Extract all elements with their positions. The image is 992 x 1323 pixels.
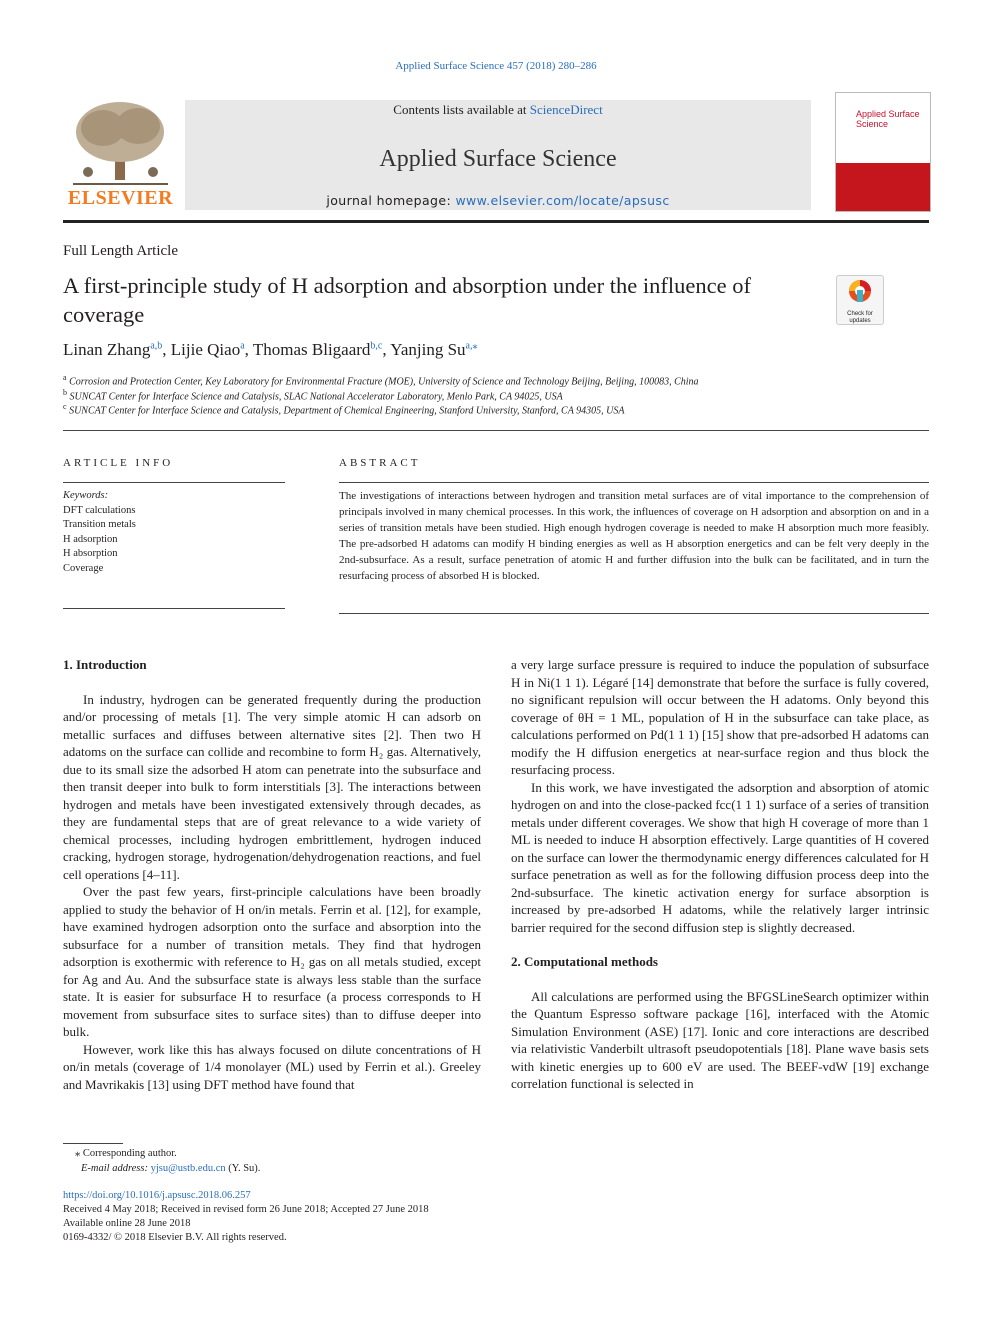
received-dates: Received 4 May 2018; Received in revised form 26 June 2018; Accepted 27 June 2018 [63,1204,429,1215]
journal-citation[interactable]: Applied Surface Science 457 (2018) 280–286 [395,60,597,72]
affiliation-mark: c [63,402,67,411]
affiliation-text: Corrosion and Protection Center, Key Laboratory for Environmental Fracture (MOE), University of Science and Technology Beijing, Beijing, 100083, China [69,376,699,388]
cover-band [836,163,930,211]
affiliation [63,402,624,416]
right-column [511,656,929,1093]
paragraph: However, work like this has always focused on dilute concentrations of H on/in metals (coverage of 1/4 monolayer (ML) used by Ferrin et al.). Greeley and Mavrikakis [13] using DFT method have found that [63,1041,481,1092]
header-rule [63,220,929,223]
tree-logo-icon [63,100,178,188]
author-name[interactable]: Lijie Qiao [170,340,241,359]
cover-title: Applied Surface Science [856,109,920,129]
divider [339,613,929,614]
author-separator: , [382,340,391,359]
divider [63,430,929,431]
keyword: H absorption [63,548,118,559]
paragraph: Over the past few years, first-principle calculations have been broadly applied to study the behavior of H on/in metals. Ferrin et al. [12], for example, have examined hydrogen adsorption onto the surface and absorption into the subsurface for a number of transition metals. They find that hydrogen adsorption is exothermic with reference to H₂ gas on all metals studied, except for Ag and Au. And the subsurface state is always less stable than the surface state. It is easier for subsurface H to resurface (a process corresponds to H movement from subsurface sites to surface sites) than to diffuse deeper into bulk. [63,884,481,1039]
contents-line [185,102,811,118]
contents-prefix: Contents lists available at [393,102,530,117]
journal-cover[interactable] [835,92,931,212]
abstract-heading: ABSTRACT [339,457,421,469]
author-affil-mark[interactable]: a [240,340,245,352]
author-affil-mark[interactable]: a,b [150,340,163,352]
author-separator: , [244,340,253,359]
footnote-rule [63,1143,123,1144]
paragraph: a very large surface pressure is required to induce the population of subsurface H in Ni(1 1 1). Légaré [14] demonstrate that before the surface is fully covered, no significant repulsion will occur between the H adatoms. Only beyond this coverage of θH = 1 ML, population of H in the subsurface can take place, as calculations performed on Pd(1 1 1) [15] show that pre-adsorbed H adatoms can modify the H diffusion energetics at near-surface region and thus block the resurfacing process. [511,657,929,777]
abstract-text: The investigations of interactions between hydrogen and transition metal surfaces are of vital importance to the comprehension of principals involved in many chemical processes. In this work, the influences of coverage on H adsorption and absorption on and in a series of transition metals have been studied. High enough hydrogen coverage is needed to make H absorption much more feasibly. The pre-adsorbed H adatoms can modify H binding energies as well as H absorption energetics and can be felt very deeply in the 2nd-subsurface. As a result, surface penetration of atomic H and further diffusion into the bulk can be facilitated, and in turn the resurfacing process of absorbed H is blocked. [339,490,929,582]
email-link[interactable]: yjsu@ustb.edu.cn [150,1163,226,1174]
paragraph: All calculations are performed using the BFGSLineSearch optimizer within the Quantum Espresso software package [16], interfaced with the Atomic Simulation Environment (ASE) [17]. Ionic and core interactions are described via relativistic Vanderbilt ultrasoft pseudopotentials [18]. Plane wave basis sets with kinetic energies up to 600 eV are used. The BEEF-vdW [19] exchange correlation functional is selected in [511,988,929,1091]
author-list [63,340,477,360]
journal-banner [63,92,929,220]
keywords-block [63,489,136,576]
homepage-prefix: journal homepage: [326,193,456,208]
article-info-heading: ARTICLE INFO [63,457,174,469]
divider [339,482,929,483]
corresponding-author-note: ⁎ Corresponding author. [75,1148,177,1159]
left-column [63,656,481,1093]
available-online: Available online 28 June 2018 [63,1218,191,1229]
affiliation-text: SUNCAT Center for Interface Science and Catalysis, Department of Chemical Engineering, Stanford University, Stanford, CA 94305, USA [69,405,625,417]
keyword: Coverage [63,562,104,574]
author-name[interactable]: Thomas Bligaard [252,340,371,359]
author-name[interactable]: Linan Zhang [63,340,151,359]
keywords-label: Keywords: [63,490,109,501]
section-heading: 2. Computational methods [511,954,658,969]
article-type: Full Length Article [63,243,178,259]
elsevier-wordmark: ELSEVIER [67,187,174,209]
affiliation-text: SUNCAT Center for Interface Science and Catalysis, SLAC National Accelerator Laboratory, Menlo Park, CA 94025, USA [69,391,563,403]
article-title: A first-principle study of H adsorption and absorption under the influence of coverage [63,273,751,327]
doi-link[interactable]: https://doi.org/10.1016/j.apsusc.2018.06.257 [63,1190,251,1201]
author-affil-mark[interactable]: a,⁎ [465,340,478,352]
divider [63,482,285,483]
sciencedirect-link[interactable]: ScienceDirect [529,102,603,117]
affiliation-mark: b [63,388,67,397]
keyword: Transition metals [63,519,136,530]
keyword: H adsorption [63,533,118,545]
affiliation-mark: a [63,373,67,382]
author-separator: , [162,340,171,359]
homepage-line [185,193,811,208]
crossmark-icon [837,276,883,306]
section-heading: 1. Introduction [63,657,147,672]
journal-title: Applied Surface Science [379,146,617,172]
affiliation [63,388,563,402]
elsevier-logo [63,100,178,210]
author-affil-mark[interactable]: b,c [370,340,383,352]
crossmark-label: Check for updates [847,311,873,324]
divider [63,608,285,609]
copyright: 0169-4332/ © 2018 Elsevier B.V. All rights reserved. [63,1232,287,1243]
journal-info-box [185,100,811,210]
check-for-updates-button[interactable] [836,275,884,325]
affiliation [63,373,699,387]
author-name[interactable]: Yanjing Su [390,340,466,359]
keyword: DFT calculations [63,504,136,516]
paragraph: In this work, we have investigated the adsorption and absorption of atomic hydrogen on and into the close-packed fcc(1 1 1) surface of a series of transition metals under different coverages. We show that high H coverage of more than 1 ML is needed to induce H absorption effectively. Large quantities of H covered on the surface can lower the thermodynamic energy differences calculated for H surface penetration as well as for the following diffusion process deep into the 2nd-subsurface. The kinetic activation energy for surface absorption is increased by pre-adsorbed H adatoms, while the relatively larger intrinsic barrier required for the second diffusion step is slightly decreased. [511,779,930,935]
email-suffix: (Y. Su). [225,1163,261,1174]
paragraph: In industry, hydrogen can be generated frequently during the production and/or processing of metals [1]. The very simple atomic H can adsorb on metallic surfaces and diffuses between alternative sites [2]. Then two H adatoms on the surface can collide and recombine to form H₂ gas. Alternatively, due to its small size the adsorbed H atom can penetrate into the subsurface and then transit deeper into bulk to form interstitials [3]. The interactions between hydrogen and metals have been investigated extensively through decades, as they are fundamental steps that are of great relevance to a wide variety of chemical processes, including hydrogen embrittlement, hydrogen induced cracking, hydrogen storage, hydrogenation/dehydrogenation reactions, and fuel cell operations [4–11]. [63,691,481,882]
email-label: E-mail address: [81,1163,151,1174]
homepage-link[interactable]: www.elsevier.com/locate/apsusc [455,193,670,208]
email-line [81,1162,260,1176]
